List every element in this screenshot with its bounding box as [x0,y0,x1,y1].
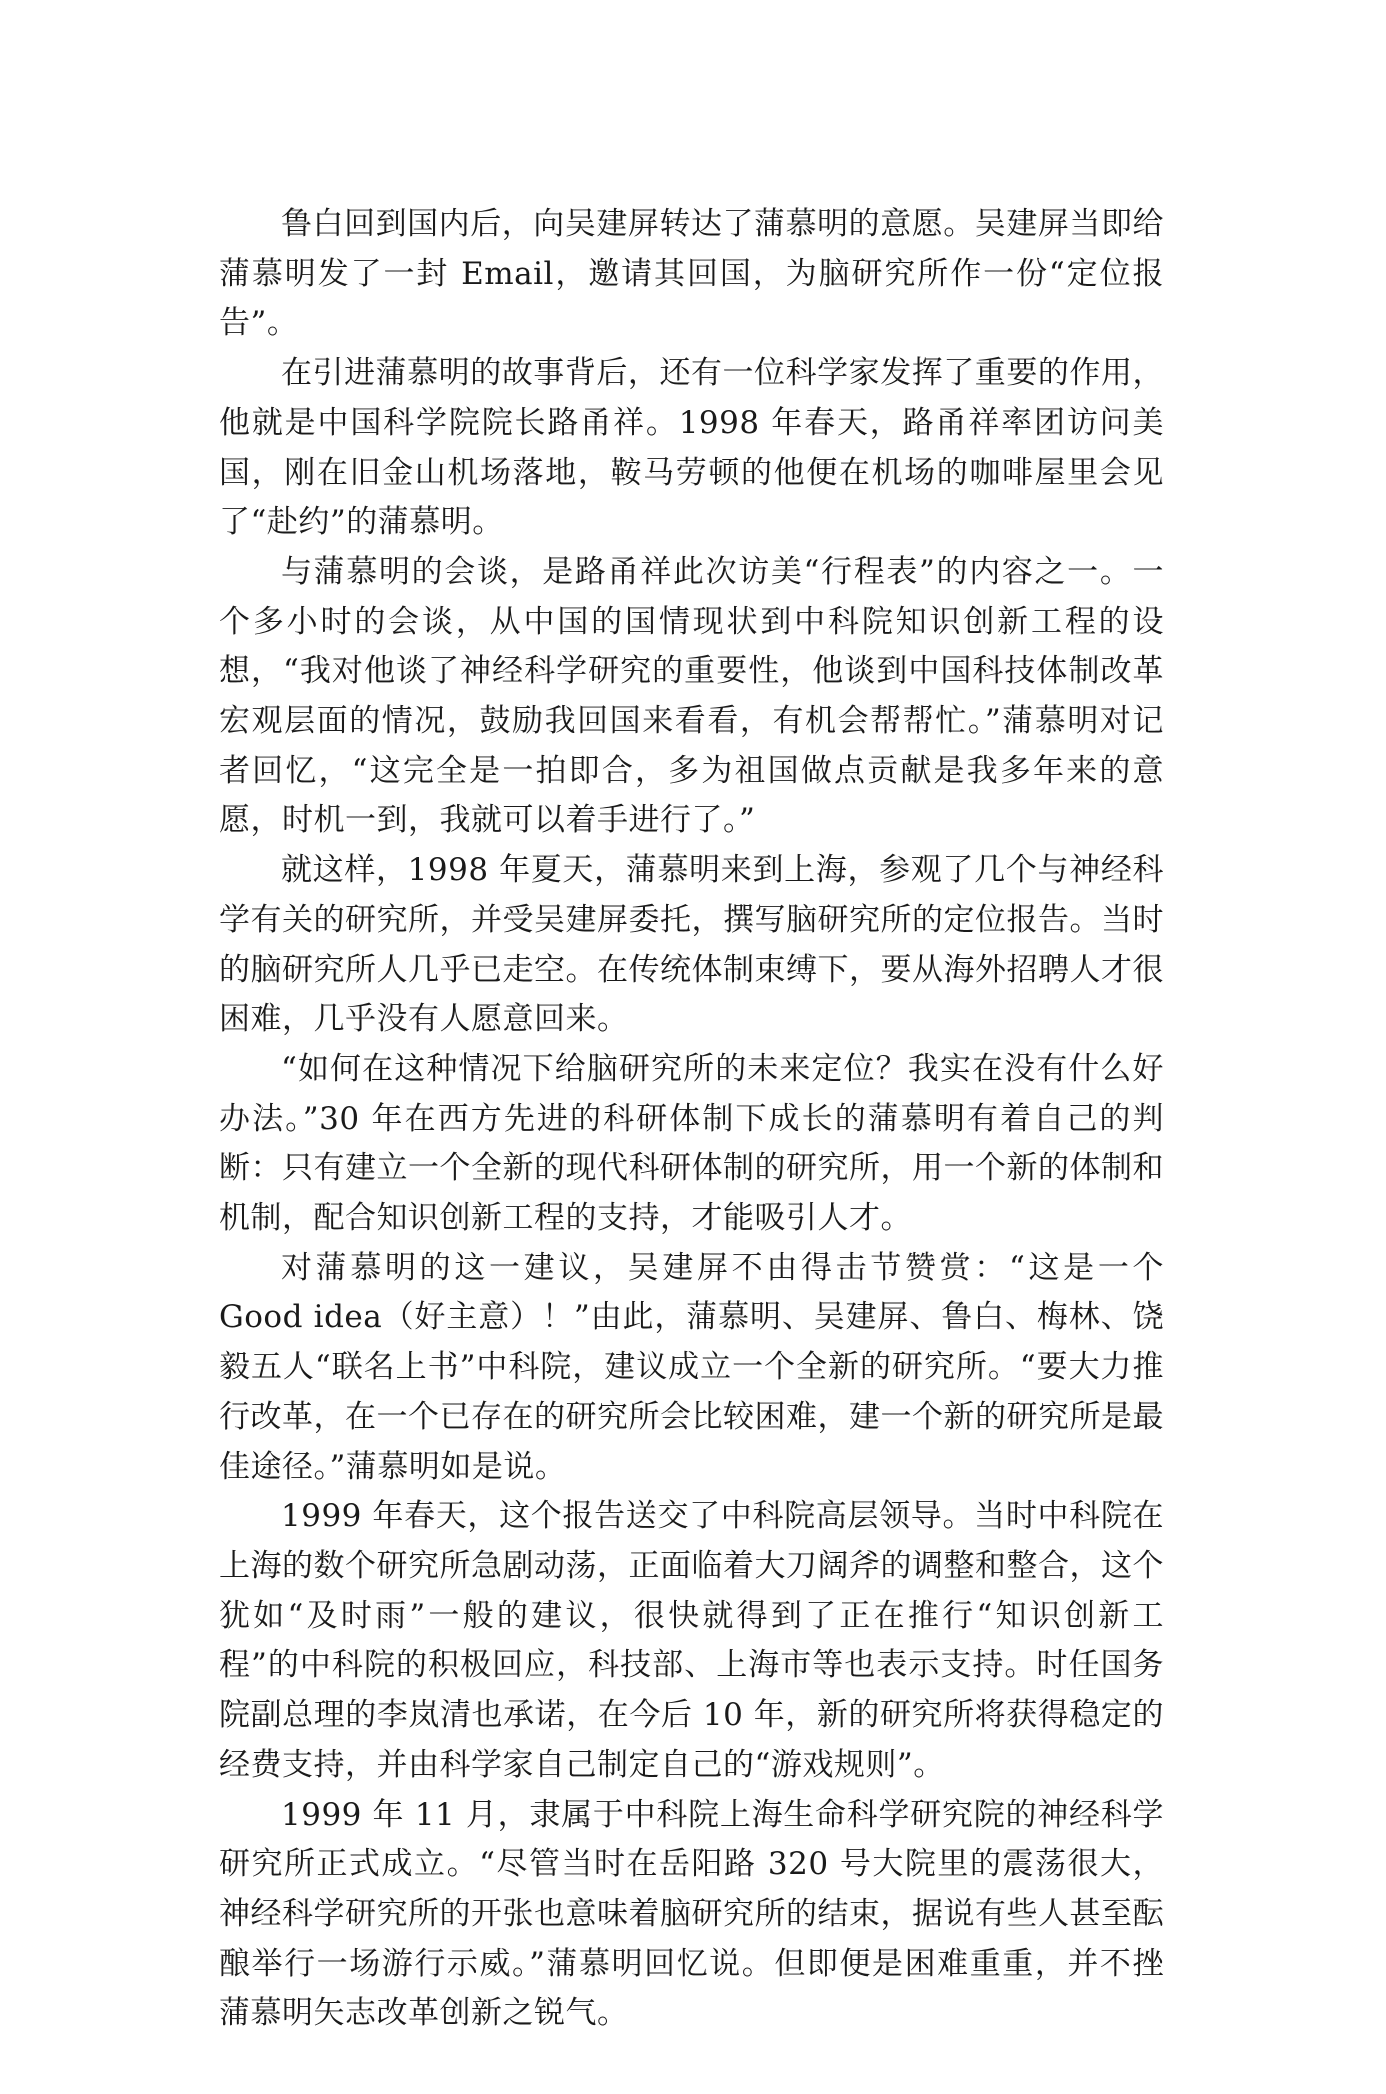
paragraph-7: 1999 年春天，这个报告送交了中科院高层领导。当时中科院在上海的数个研究所急剧动荡，正面临着大刀阔斧的调整和整合，这个犹如“及时雨”一般的建议，很快就得到了正在推行“知识创新工程”的中科院的积极回应，科技部、上海市等也表示支持。时任国务院副总理的李岚清也承诺，在今后 10 年，新的研究所将获得稳定的经费支持，并由科学家自己制定自己的“游戏规则”。 [219,1498,1164,1783]
paragraph-8: 1999 年 11 月，隶属于中科院上海生命科学研究院的神经科学研究所正式成立。“尽管当时在岳阳路 320 号大院里的震荡很大，神经科学研究所的开张也意味着脑研究所的结束，据说有些人甚至酝酿举行一场游行示威。”蒲慕明回忆说。但即便是困难重重，并不挫蒲慕明矢志改革创新之锐气。 [219,1796,1164,2032]
paragraph-5: “如何在这种情况下给脑研究所的未来定位？我实在没有什么好办法。”30 年在西方先进的科研体制下成长的蒲慕明有着自己的判断：只有建立一个全新的现代科研体制的研究所，用一个新的体制和机制，配合知识创新工程的支持，才能吸引人才。 [219,1050,1164,1237]
body-text [219,200,1164,2039]
paragraph-3: 与蒲慕明的会谈，是路甬祥此次访美“行程表”的内容之一。一个多小时的会谈，从中国的国情现状到中科院知识创新工程的设想，“我对他谈了神经科学研究的重要性，他谈到中国科技体制改革宏观层面的情况，鼓励我回国来看看，有机会帮帮忙。”蒲慕明对记者回忆，“这完全是一拍即合，多为祖国做点贡献是我多年来的意愿，时机一到，我就可以着手进行了。” [219,553,1164,839]
paragraph-2: 在引进蒲慕明的故事背后，还有一位科学家发挥了重要的作用，他就是中国科学院院长路甬祥。1998 年春天，路甬祥率团访问美国，刚在旧金山机场落地，鞍马劳顿的他便在机场的咖啡屋里会见了“赴约”的蒲慕明。 [219,355,1164,541]
paragraph-4: 就这样，1998 年夏天，蒲慕明来到上海，参观了几个与神经科学有关的研究所，并受吴建屏委托，撰写脑研究所的定位报告。当时的脑研究所人几乎已走空。在传统体制束缚下，要从海外招聘人才很困难，几乎没有人愿意回来。 [219,852,1164,1038]
paragraph-6: 对蒲慕明的这一建议，吴建屏不由得击节赞赏：“这是一个 Good idea（好主意）！”由此，蒲慕明、吴建屏、鲁白、梅林、饶毅五人“联名上书”中科院，建议成立一个全新的研究所。“要大力推行改革，在一个已存在的研究所会比较困难，建一个新的研究所是最佳途径。”蒲慕明如是说。 [219,1249,1164,1485]
paragraph-1: 鲁白回到国内后，向吴建屏转达了蒲慕明的意愿。吴建屏当即给蒲慕明发了一封 Email，邀请其回国，为脑研究所作一份“定位报告”。 [219,206,1164,342]
